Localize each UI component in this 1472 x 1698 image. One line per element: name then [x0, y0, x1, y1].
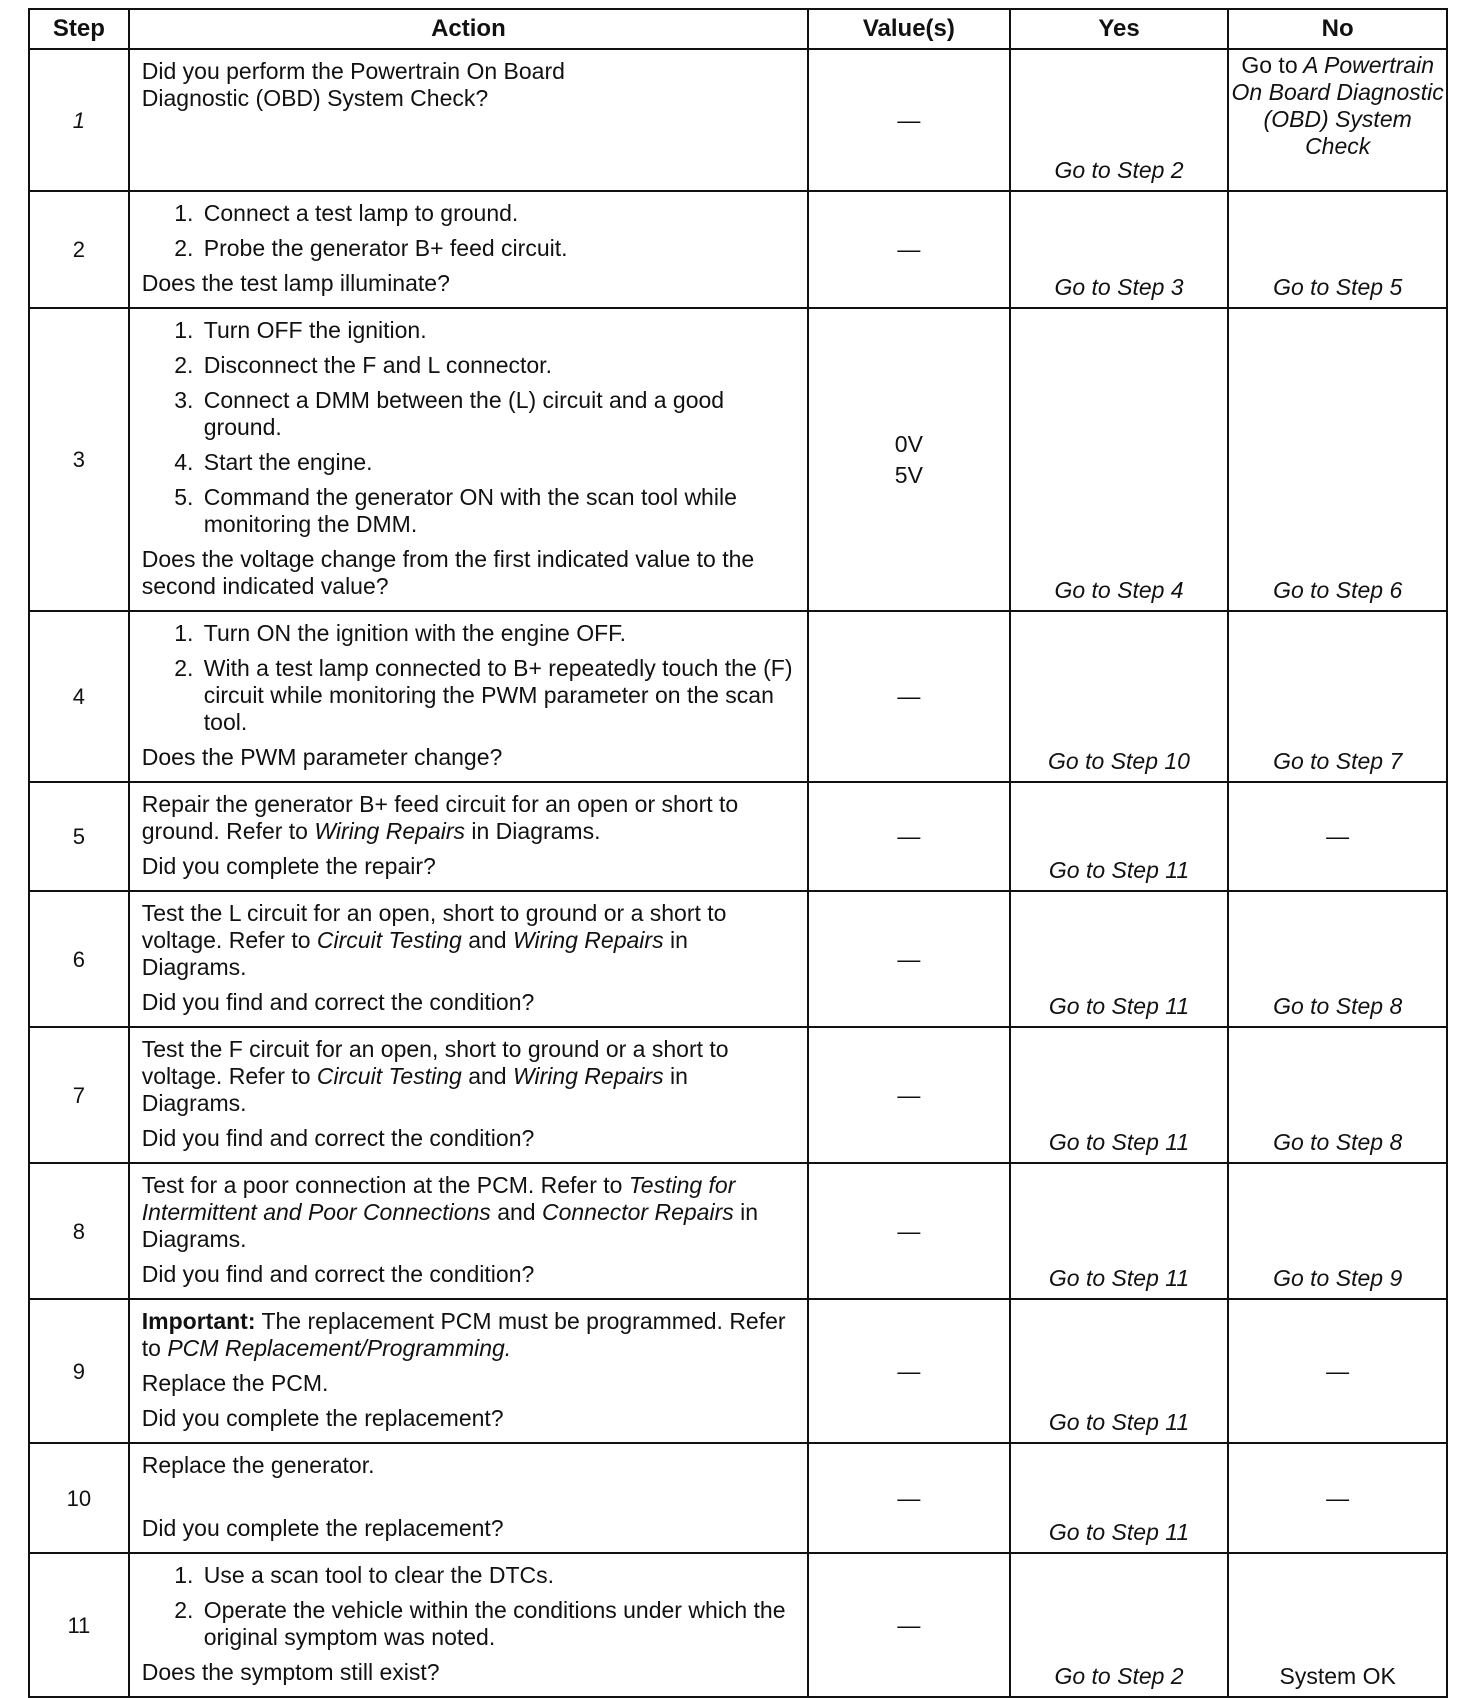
action-instruction: [142, 1172, 797, 1253]
action-question: Did you find and correct the condition?: [141, 989, 535, 1015]
step-number: 9: [72, 1358, 85, 1384]
value-text: —: [897, 106, 921, 133]
step-cell: [29, 1553, 129, 1697]
yes-link[interactable]: Go to Step 11: [1048, 993, 1190, 1019]
value-cell: [808, 1299, 1010, 1443]
instruction-and: and: [468, 1063, 507, 1089]
action-question: Did you find and correct the condition?: [141, 1125, 535, 1151]
value-cell: [808, 611, 1010, 782]
action-question: Did you perform the Powertrain On Board Diagnostic (OBD) System Check?: [141, 58, 565, 111]
yes-link[interactable]: Go to Step 11: [1048, 1409, 1190, 1435]
reference-link[interactable]: Testing for Intermittent and Poor Connections: [141, 1172, 736, 1225]
action-steps: [142, 317, 797, 538]
value-cell: [808, 308, 1010, 611]
reference-link[interactable]: Wiring Repairs: [314, 818, 465, 844]
table-row: [29, 1299, 1447, 1443]
value-cell: [808, 1553, 1010, 1697]
yes-link[interactable]: Go to Step 11: [1048, 1129, 1190, 1155]
step-cell: [29, 782, 129, 891]
no-link[interactable]: A Powertrain On Board Diagnostic (OBD) System Check: [1231, 52, 1444, 159]
no-cell: [1228, 1299, 1447, 1443]
step-number: 6: [72, 946, 85, 972]
step-number: 5: [72, 824, 85, 849]
important-text: The replacement PCM must be programmed. Refer to: [141, 1308, 786, 1361]
no-link[interactable]: Go to Step 8: [1273, 993, 1403, 1019]
instruction-and: and: [497, 1199, 536, 1225]
table-header-row: [29, 9, 1447, 49]
instruction-text-end: in Diagrams.: [141, 1199, 759, 1252]
header-yes: Yes: [1010, 9, 1229, 49]
table-row: [29, 1027, 1447, 1163]
important-note: [142, 1308, 797, 1362]
action-question: Did you complete the replacement?: [141, 1515, 504, 1541]
yes-cell: [1010, 1443, 1229, 1553]
action-cell: [129, 611, 808, 782]
step-cell: [29, 191, 129, 308]
action-cell: [129, 891, 808, 1027]
step-cell: [29, 308, 129, 611]
yes-link[interactable]: Go to Step 11: [1048, 1265, 1190, 1291]
instruction-text: Test the F circuit for an open, short to ground or a short to voltage. Refer to: [141, 1036, 729, 1089]
header-action: Action: [129, 9, 808, 49]
action-step: 1. Turn OFF the ignition.: [200, 317, 797, 344]
reference-link[interactable]: Circuit Testing: [316, 927, 462, 953]
step-number: 8: [72, 1218, 85, 1244]
no-cell: [1228, 1443, 1447, 1553]
action-question: Does the test lamp illuminate?: [141, 270, 450, 296]
value-text: —: [897, 1081, 921, 1108]
action-question: Does the voltage change from the first indicated value to the second indicated value?: [141, 546, 755, 599]
instruction-text-end: in Diagrams.: [471, 818, 601, 844]
no-link[interactable]: Go to Step 9: [1273, 1265, 1403, 1291]
value-text: —: [897, 683, 921, 709]
value-cell: [808, 49, 1010, 191]
action-instruction: [142, 900, 797, 981]
action-step: 3. Connect a DMM between the (L) circuit and a good ground.: [200, 387, 797, 441]
value-text: —: [897, 1357, 921, 1384]
value-text: —: [897, 1217, 921, 1244]
value-text: —: [897, 1484, 921, 1511]
value-cell: [808, 1443, 1010, 1553]
no-cell: [1228, 611, 1447, 782]
header-step: Step: [29, 9, 129, 49]
diagnostic-table-sheet: [28, 8, 1448, 1698]
value-cell: [808, 1163, 1010, 1299]
step-cell: [29, 1443, 129, 1553]
reference-link[interactable]: Circuit Testing: [316, 1063, 462, 1089]
important-label: Important:: [141, 1308, 256, 1334]
action-step: 2. Disconnect the F and L connector.: [200, 352, 797, 379]
no-link[interactable]: Go to Step 8: [1273, 1129, 1403, 1155]
no-text: —: [1326, 823, 1350, 849]
action-cell: [129, 191, 808, 308]
no-prefix: Go to: [1241, 52, 1298, 78]
action-question: Does the symptom still exist?: [141, 1659, 440, 1685]
reference-link[interactable]: Connector Repairs: [541, 1199, 734, 1225]
action-steps: [142, 200, 797, 262]
yes-cell: [1010, 1553, 1229, 1697]
yes-link[interactable]: Go to Step 11: [1048, 857, 1190, 883]
yes-link[interactable]: Go to Step 10: [1048, 748, 1190, 774]
action-cell: [129, 1299, 808, 1443]
action-step: 1. Use a scan tool to clear the DTCs.: [200, 1562, 797, 1589]
action-cell: [129, 782, 808, 891]
yes-cell: [1010, 891, 1229, 1027]
value-cell: [808, 1027, 1010, 1163]
no-link[interactable]: Go to Step 6: [1273, 577, 1403, 603]
yes-cell: [1010, 49, 1229, 191]
value-second: 5V: [894, 461, 923, 488]
yes-cell: [1010, 611, 1229, 782]
step-number: 3: [72, 447, 85, 472]
yes-cell: [1010, 1163, 1229, 1299]
no-cell: [1228, 782, 1447, 891]
yes-cell: [1010, 1027, 1229, 1163]
table-row: [29, 1553, 1447, 1697]
step-number: 2: [72, 237, 85, 262]
step-number: 11: [67, 1612, 91, 1638]
action-question: Does the PWM parameter change?: [141, 744, 503, 770]
action-instruction: [142, 1036, 797, 1117]
yes-cell: [1010, 1299, 1229, 1443]
yes-cell: [1010, 191, 1229, 308]
reference-link[interactable]: Wiring Repairs: [512, 1063, 664, 1089]
value-text: —: [897, 236, 921, 262]
action-step: 2. Probe the generator B+ feed circuit.: [200, 235, 797, 262]
action-step: 1. Turn ON the ignition with the engine OFF.: [200, 620, 797, 647]
action-step: 2. Operate the vehicle within the conditions under which the original symptom was noted.: [200, 1597, 797, 1651]
header-values: Value(s): [808, 9, 1010, 49]
no-link[interactable]: Go to Step 7: [1273, 748, 1403, 774]
no-cell: [1228, 1553, 1447, 1697]
instruction-text-end: in Diagrams.: [141, 927, 688, 980]
value-cell: [808, 782, 1010, 891]
action-steps: [142, 620, 797, 736]
table-row: [29, 191, 1447, 308]
action-step: 2. With a test lamp connected to B+ repeatedly touch the (F) circuit while monitoring the PWM parameter on the scan tool.: [200, 655, 797, 736]
value-cell: [808, 191, 1010, 308]
action-step: 4. Start the engine.: [200, 449, 797, 476]
yes-cell: [1010, 782, 1229, 891]
step-number: 1: [72, 107, 85, 133]
yes-link[interactable]: Go to Step 2: [1054, 1663, 1184, 1689]
table-row: [29, 611, 1447, 782]
table-row: [29, 49, 1447, 191]
reference-link[interactable]: Wiring Repairs: [512, 927, 664, 953]
action-cell: [129, 1553, 808, 1697]
action-instruction: Replace the PCM.: [141, 1370, 329, 1396]
reference-link[interactable]: PCM Replacement/Programming.: [167, 1335, 512, 1361]
instruction-text: Test the L circuit for an open, short to ground or a short to voltage. Refer to: [141, 900, 727, 953]
table-row: [29, 1443, 1447, 1553]
action-step: 1. Connect a test lamp to ground.: [200, 200, 797, 227]
table-row: [29, 308, 1447, 611]
header-no: No: [1228, 9, 1447, 49]
yes-link[interactable]: Go to Step 3: [1054, 274, 1184, 300]
instruction-and: and: [468, 927, 507, 953]
action-question: Did you complete the replacement?: [141, 1405, 504, 1431]
action-instruction: Replace the generator.: [141, 1452, 375, 1478]
value-text: —: [897, 945, 921, 972]
no-cell: [1228, 891, 1447, 1027]
value-first: 0V: [894, 430, 923, 457]
no-link[interactable]: Go to Step 5: [1273, 274, 1403, 300]
value-text: —: [897, 823, 921, 849]
value-cell: [808, 891, 1010, 1027]
step-cell: [29, 1299, 129, 1443]
yes-link[interactable]: Go to Step 11: [1048, 1519, 1190, 1545]
action-cell: [129, 308, 808, 611]
step-cell: [29, 891, 129, 1027]
step-cell: [29, 49, 129, 191]
step-cell: [29, 611, 129, 782]
table-row: [29, 782, 1447, 891]
action-steps: [142, 1562, 797, 1651]
no-cell: [1228, 308, 1447, 611]
step-number: 7: [72, 1082, 85, 1108]
spacer: [142, 1487, 797, 1515]
step-cell: [29, 1027, 129, 1163]
table-row: [29, 891, 1447, 1027]
instruction-text: Test for a poor connection at the PCM. Refer to: [141, 1172, 623, 1198]
step-cell: [29, 1163, 129, 1299]
yes-cell: [1010, 308, 1229, 611]
value-text: —: [897, 1611, 921, 1638]
no-cell: [1228, 49, 1447, 191]
action-cell: [129, 1163, 808, 1299]
yes-link[interactable]: Go to Step 4: [1054, 577, 1184, 603]
action-cell: [129, 1443, 808, 1553]
no-cell: [1228, 1027, 1447, 1163]
instruction-text-end: in Diagrams.: [141, 1063, 688, 1116]
action-step: 5. Command the generator ON with the scan tool while monitoring the DMM.: [200, 484, 797, 538]
action-instruction: [142, 791, 797, 845]
table-row: [29, 1163, 1447, 1299]
step-number: 10: [66, 1485, 92, 1511]
no-text: System OK: [1279, 1663, 1396, 1689]
diagnostic-table: [28, 8, 1448, 1698]
no-cell: [1228, 191, 1447, 308]
action-cell: [129, 49, 808, 191]
step-number: 4: [72, 684, 85, 709]
instruction-text: Repair the generator B+ feed circuit for an open or short to ground. Refer to: [141, 791, 739, 844]
yes-link[interactable]: Go to Step 2: [1054, 157, 1184, 183]
action-cell: [129, 1027, 808, 1163]
no-text: —: [1326, 1357, 1350, 1384]
action-question: Did you find and correct the condition?: [141, 1261, 535, 1287]
action-question: Did you complete the repair?: [141, 853, 436, 879]
no-text: —: [1326, 1484, 1350, 1511]
no-cell: [1228, 1163, 1447, 1299]
